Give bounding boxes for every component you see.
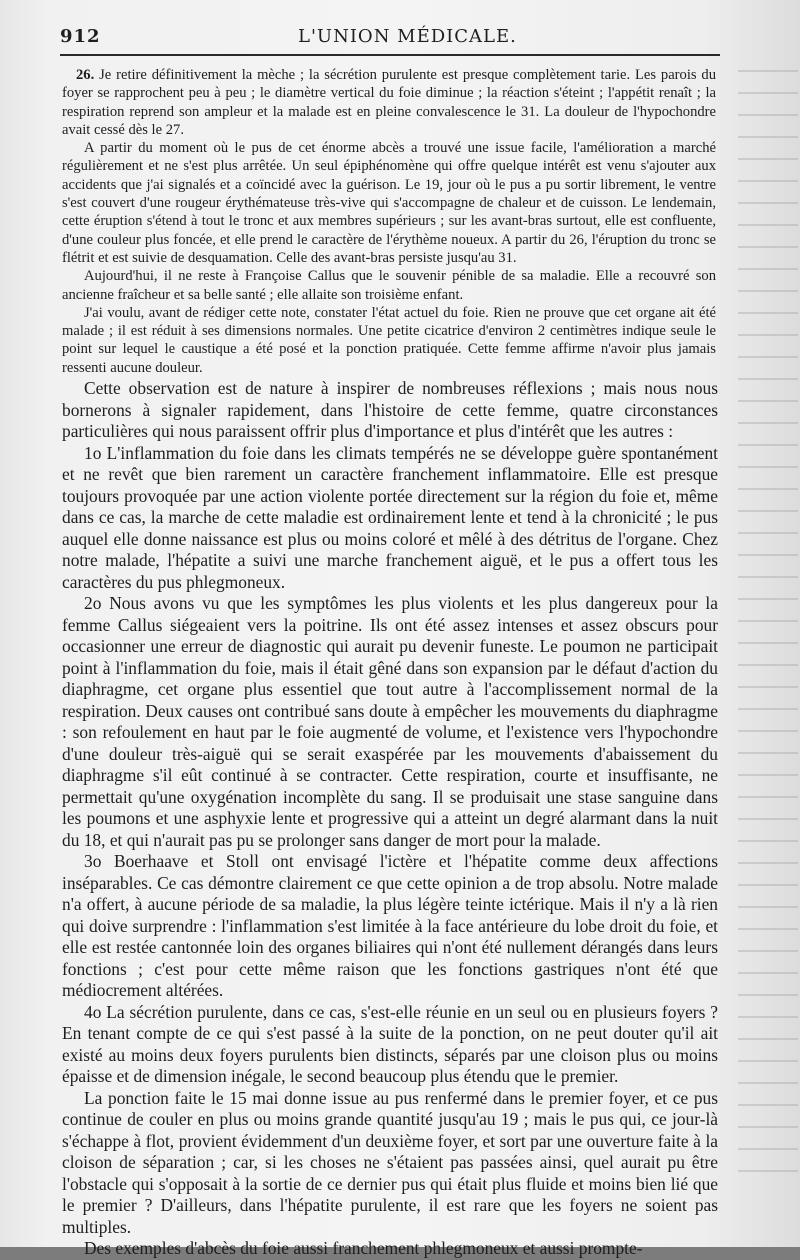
- running-title: L'UNION MÉDICALE.: [298, 26, 517, 47]
- commentary-paragraph: La ponction faite le 15 mai donne issue au pus renfermé dans le premier foyer, et ce pus continue de couler en plus ou moins grande quantité jusqu'au 19 ; mais le pus qui, ce jour-là s'échappe à flot, provient évidemment d'un deuxième foyer, et sort par une ouverture faite à la cloison de séparation ; car, si les choses ne s'étaient pas passées ainsi, quel aurait pu être l'obstacle qui s'opposait à la sortie de ce dernier pus qui était plus fluide et moins bien lié que le premier ? D'ailleurs, dans l'hépatite purulente, il est rare que les foyers ne soient pas multiples.: [62, 1087, 718, 1237]
- point-text: Nous avons vu que les symptômes les plus violents et les plus dangereux pour la femme Callus siégeaient vers la poitrine. Ils ont été assez intenses et assez obscurs pour occasionner une erreur de diagnostic qui aurait pu devenir funeste. Le poumon ne participait point à l'inflammation du foie, mais il était gêné dans son expansion par le défaut d'action du diaphragme, cet organe plus essentiel que tout autre à l'accomplissement normal de la respiration. Deux causes ont contribué sans doute à empêcher les mouvements du diaphragme : son refoulement en haut par le foie augmenté de volume, et l'existence vers l'hypochondre d'une douleur très-aiguë qui se serait exaspérée par les mouvements d'abaissement du diaphragme s'il eût continué à se contracter. Cette respiration, courte et insuffisante, ne permettait qu'une oxygénation incomplète du sang. Il se produisait une stase sanguine dans les poumons et une asphyxie lente et progressive qui a atteint un degré alarmant dans la nuit du 18, et qui n'aurait pas pu se prolonger sans danger de mort pour la malade.: [62, 593, 718, 850]
- point-number: 4o: [84, 1001, 102, 1022]
- point-number: 2o: [84, 593, 102, 613]
- commentary-paragraph-continued: Des exemples d'abcès du foie aussi franchement phlegmoneux et aussi prompte-: [84, 1238, 643, 1258]
- case-notes-section: [62, 66, 716, 377]
- case-paragraph: Aujourd'hui, il ne reste à Françoise Callus que le souvenir pénible de sa maladie. Elle a recouvré son ancienne fraîcheur et sa belle santé ; elle allaite son troisième enfant.: [62, 268, 716, 303]
- numbered-point-2: [62, 593, 718, 851]
- numbered-point-1: [62, 443, 718, 594]
- day-number: 26.: [76, 67, 95, 83]
- case-paragraph-26: [62, 66, 716, 139]
- case-paragraph: J'ai voulu, avant de rédiger cette note, constater l'état actuel du foie. Rien ne prouve que cet organe ait été malade ; il est réduit à ses dimensions normales. Une petite cicatrice d'environ 2 centimètres indique seule le point sur lequel le caustique a été posé et la ponction pratiquée. Cette femme affirme n'avoir plus jamais ressenti aucune douleur.: [62, 304, 716, 376]
- page-header: [60, 26, 720, 52]
- point-number: 1o: [84, 442, 102, 463]
- point-text: Boerhaave et Stoll ont envisagé l'ictère et l'hépatite comme deux affections inséparables. Ce cas démontre clairement ce que cette opinion a de trop absolu. Notre malade n'a offert, à aucune période de sa maladie, la plus légère teinte ictérique. Mais il n'y a là rien qui doive surprendre : l'inflammation s'est limitée à la face antérieure du lobe droit du foie, et elle est restée cantonnée loin des organes biliaires qui n'ont été nullement dérangés dans leurs fonctions ; c'est pour cette même raison que les fonctions gastriques n'ont été que médiocrement altérées.: [62, 851, 718, 1000]
- point-number: 3o: [84, 851, 102, 871]
- point-text: La sécrétion purulente, dans ce cas, s'est-elle réunie en un seul ou en plusieurs foyers ? En tenant compte de ce qui s'est passé à la suite de la ponction, on ne peut douter qu'il ait existé au moins deux foyers purulents bien distincts, séparés par une cloison plus ou moins épaisse et de dimension inégale, le second beaucoup plus étendu que le premier.: [62, 1001, 718, 1086]
- paragraph-text: Je retire définitivement la mèche ; la sécrétion purulente est presque complètement tarie. Les parois du foyer se rapprochent peu à peu ; le diamètre vertical du foie diminue ; la réaction s'éteint ; l'appétit renaît ; la respiration reprend son ampleur et la malade est en pleine convalescence le 31. La douleur de l'hypochondre avait cessé dès le 27.: [62, 67, 717, 138]
- case-paragraph: A partir du moment où le pus de cet énorme abcès a trouvé une issue facile, l'amélioration a marché régulièrement et ne s'est plus arrêtée. Un seul épiphénomène qui offre quelque intérêt est venu s'ajouter aux accidents que j'ai signalés et a coïncidé avec la guérison. Le 19, jour où le pus a pu sortir librement, le ventre s'est couvert d'une rougeur érythémateuse très-vive qui s'accompagne de chaleur et de cuisson. Le lendemain, cette éruption s'étend à tout le tronc et aux membres supérieurs ; sur les avant-bras surtout, elle est confluente, d'une couleur plus foncée, et elle prend le caractère de l'érythème noueux. A partir du 26, l'éruption du tronc se flétrit et est suivie de desquamation. Celle des avant-bras persiste jusqu'au 31.: [62, 140, 716, 266]
- page-number: 912: [60, 26, 101, 47]
- numbered-point-4: [62, 1002, 718, 1088]
- commentary-section: [62, 378, 718, 1260]
- numbered-point-3: [62, 851, 718, 1002]
- point-text: L'inflammation du foie dans les climats tempérés ne se développe guère spontanément et ne revêt que bien rarement un caractère franchement inflammatoire. Elle est presque toujours provoquée par une action violente portée directement sur la région du foie et, même dans ce cas, la marche de cette maladie est ordinairement lente et tend à la chronicité ; le pus auquel elle donne naissance est plus ou moins coloré et mêlé à des détritus de l'organe. Chez notre malade, l'hépatite a suivi une marche franchement aiguë, et le pus a offert tous les caractères du pus phlegmoneux.: [62, 442, 718, 592]
- show-through-margin: [738, 60, 798, 1180]
- header-rule: [60, 54, 720, 56]
- commentary-intro: Cette observation est de nature à inspirer de nombreuses réflexions ; mais nous nous bornerons à signaler rapidement, dans l'histoire de cette femme, quatre circonstances particulières qui nous paraissent offrir plus d'importance et plus d'intérêt que les autres :: [62, 378, 718, 441]
